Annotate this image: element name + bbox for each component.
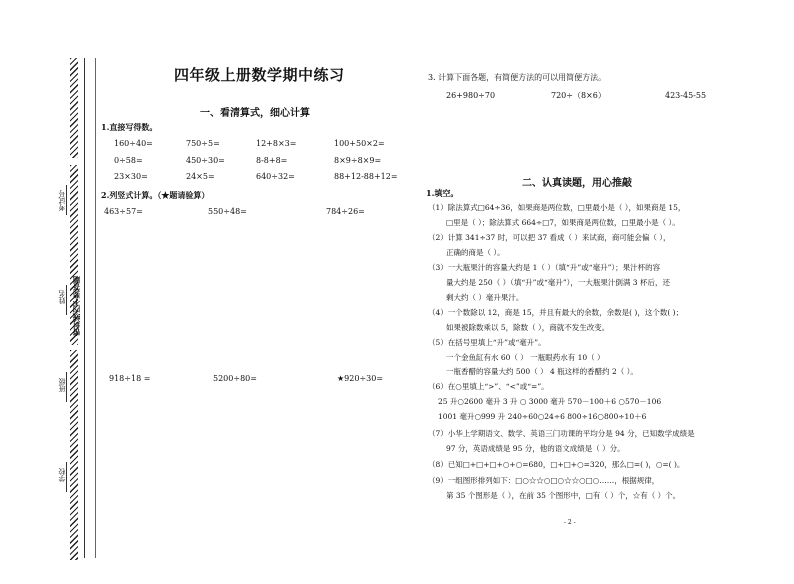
vertical-calc-item: 550÷48= [208,207,247,216]
calc-item: 24×5= [186,172,215,181]
calc-item: 12+8×3= [256,139,297,148]
section-1-heading: 一、看清算式，细心计算 [200,108,310,119]
calc-item: 88+12-88+12= [334,172,398,181]
page-number: - 2 - [564,519,576,526]
vertical-calc-item: 784÷26= [326,207,365,216]
question-line: 量大约是 250（ ）（填“升”或“毫升”），一大瓶果汁倒满 3 杯后，还 [446,278,670,287]
calc-item: 750÷5= [186,139,220,148]
question-line: （4）一个数除以 12，商是 15，并且有最大的余数，余数是( )，这个数( )； [428,308,684,317]
vertical-calc-item: 5200÷80= [213,374,257,383]
fill-in-label: 1.填空。 [426,188,459,198]
question-line: 一个金鱼缸有水 60（ ） 一瓶眼药水有 10（ ） [446,353,605,362]
q3-label: 3. 计算下面各题，有简便方法的可以用简便方法。 [428,73,607,82]
calc-item: 160÷40= [114,139,153,148]
question-line: （2）计算 341÷37 时，可以把 37 看成（ ）来试商，商可能会偏（ ）， [428,233,671,242]
binding-line-outer [95,58,96,558]
q3-item: 423-45-55 [665,91,707,100]
question-line: 一瓶香醋的容量大约 500（ ） 4 瓶这样的香醋约 2（ ）。 [446,367,638,376]
calc-item: 23×30= [114,172,148,181]
label-name: 姓名 [58,290,66,304]
q2-label: 2.列竖式计算。（★题请验算） [101,190,210,200]
page-title: 四年级上册数学期中练习 [174,66,345,84]
question-line: 1001 毫升○999 升 240÷60○24÷6 800÷16○800÷10＋6 [438,412,647,421]
question-line: （8）已知□+□+□+○+○=680，□+□+○=320，那么□=( )，○=( )。 [428,460,685,469]
question-line: 正确的商是（ ）。 [446,248,505,257]
binding-line [84,58,85,558]
vertical-calc-item: 918÷18 = [109,374,151,383]
question-line: （7）小华上学期语文、数学、英语三门功课的平均分是 94 分，已知数学成绩是 [428,429,695,438]
calc-item: 0÷58= [114,156,143,165]
underline-name [66,285,67,315]
question-line: 25 升○2600 毫升 3 升 ○ 3000 毫升 570－100＋6 ○570－106 [438,397,662,406]
vertical-calc-item: ★920÷30= [337,374,384,383]
q3-item: 720÷（8×6） [551,91,606,100]
calc-item: 8-8+8= [256,156,288,165]
question-line: （1）除法算式□64÷36，如果商是两位数，□里最小是（ ），如果商是 15， [428,203,686,212]
question-line: 97 分，英语成绩是 95 分，他的语文成绩是（ ）分。 [446,444,625,453]
q3-item: 26+980÷70 [446,91,496,100]
question-line: □里是（ ）；除法算式 664÷□7，如果商是两位数，□里最小是（ ）。 [446,218,680,227]
question-line: （9）一组图形排列如下：□○☆☆○□○☆☆○□○……，根据规律， [428,476,660,485]
calc-item: 640÷32= [256,172,295,181]
label-exam-number: 考试号 [58,190,66,211]
underline-class [66,372,67,402]
calc-item: 8×9÷8×9= [334,156,382,165]
sealed-line-notice: 密封线内不要答题 [72,276,81,336]
question-line: （6）在○里填上“>”、“<”或“=”。 [428,382,549,391]
calc-item: 100+50×2= [334,139,385,148]
binding-hatch-top [70,58,78,158]
underline-exam-number [66,185,67,215]
question-line: 剩大约（ ）毫升果汁。 [446,293,524,302]
binding-hatch-bottom [70,350,78,560]
label-school: 学校 [58,468,66,482]
q1-label: 1.直接写得数。 [101,122,158,132]
section-2-heading: 二、认真读题，用心推敲 [522,178,632,189]
question-line: （5）在括号里填上“升”或“毫升”。 [428,338,546,347]
vertical-calc-item: 463÷57= [104,207,143,216]
question-line: （3）一大瓶果汁的容量大约是 1（ ）（填“升”或“毫升”）；果汁杯的容 [428,263,661,272]
question-line: 如果被除数乘以 5，除数（ ），商就不发生改变。 [446,323,610,332]
underline-school [66,462,67,492]
label-class: 班级 [58,378,66,392]
question-line: 第 35 个图形是（ ），在前 35 个图形中，□有（ ）个，☆有（ ）个。 [446,491,681,500]
calc-item: 450÷30= [186,156,225,165]
